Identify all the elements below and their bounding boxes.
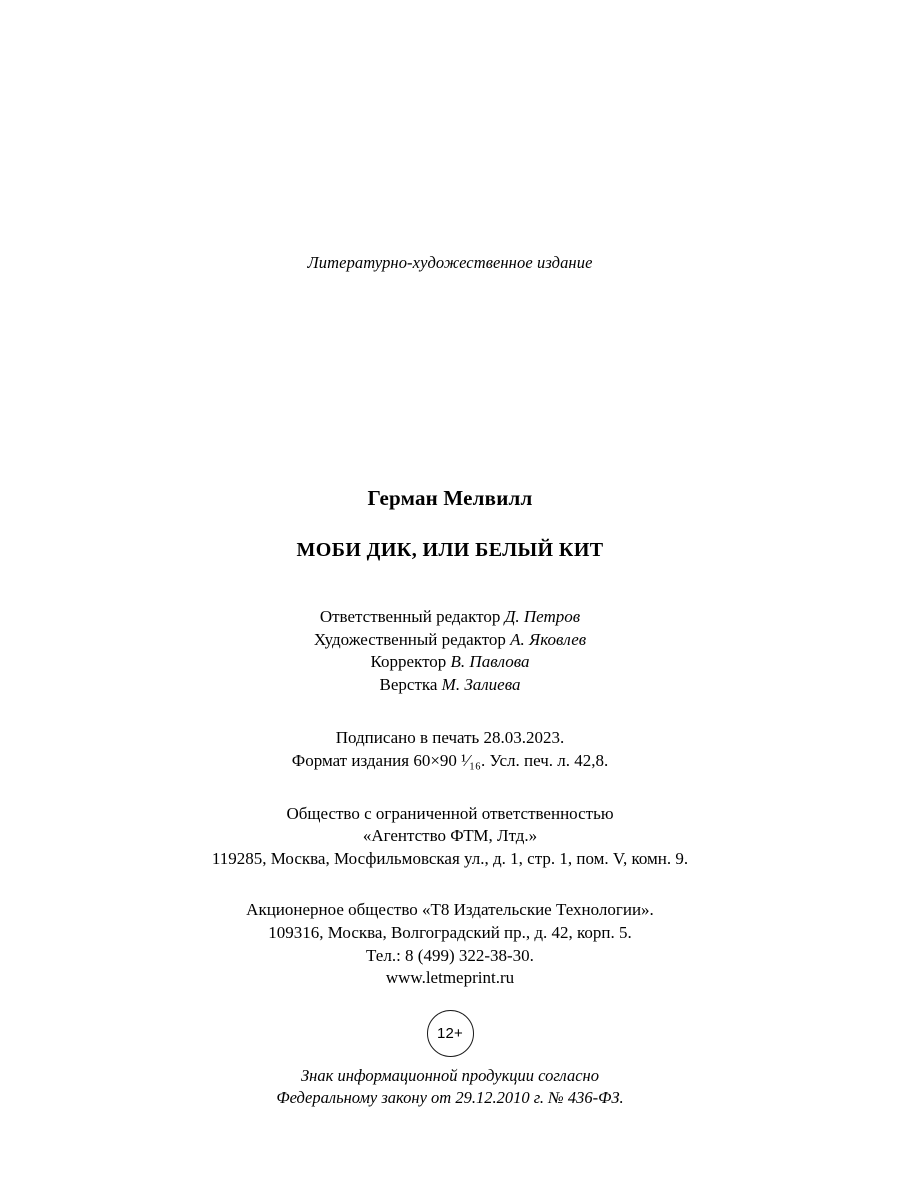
credit-line [0, 651, 900, 674]
credit-role: Верстка [379, 674, 438, 694]
publisher-line: Общество с ограниченной ответственностью [286, 803, 614, 823]
print-info-block [0, 727, 900, 772]
legal-note-line: Федеральному закону от 29.12.2010 г. № 436-ФЗ. [276, 1088, 624, 1108]
credit-line [0, 674, 900, 697]
credit-person: В. Павлова [450, 652, 530, 672]
credit-role: Художественный редактор [313, 629, 506, 649]
book-title: МОБИ ДИК, ИЛИ БЕЛЫЙ КИТ [296, 539, 604, 561]
publisher-line: 119285, Москва, Мосфильмовская ул., д. 1, стр. 1, пом. V, комн. 9. [211, 848, 689, 868]
credit-role: Ответственный редактор [319, 607, 501, 626]
publisher-block [0, 803, 900, 871]
printer-line: 109316, Москва, Волгоградский пр., д. 42, корп. 5. [268, 923, 632, 943]
credits-block [0, 606, 900, 696]
credit-line [0, 606, 900, 629]
legal-note-line: Знак информационной продукции согласно [301, 1065, 599, 1085]
age-rating-badge: 12+ [427, 1010, 474, 1057]
credit-role: Корректор [370, 652, 447, 672]
printer-line: Тел.: 8 (499) 322-38-30. [366, 945, 534, 965]
age-rating-wrap [0, 1010, 900, 1057]
print-info-line: Формат издания 60×90 ¹⁄₁₆. Усл. печ. л. 42,8. [291, 751, 609, 771]
printer-website: www.letmeprint.ru [385, 968, 515, 988]
credit-person: М. Залиева [441, 674, 521, 694]
legal-note-block [0, 1065, 900, 1110]
printer-line: Акционерное общество «Т8 Издательские Технологии». [246, 900, 654, 920]
printer-block [0, 899, 900, 989]
credit-line [0, 629, 900, 652]
book-author: Герман Мелвилл [367, 486, 533, 510]
print-info-line: Подписано в печать 28.03.2023. [335, 728, 565, 748]
colophon-block [0, 486, 900, 1109]
credit-person: А. Яковлев [510, 629, 587, 649]
publisher-line: «Агентство ФТМ, Лтд.» [362, 826, 538, 846]
edition-type-line: Литературно-художественное издание [307, 253, 593, 272]
credit-person: Д. Петров [504, 607, 581, 626]
